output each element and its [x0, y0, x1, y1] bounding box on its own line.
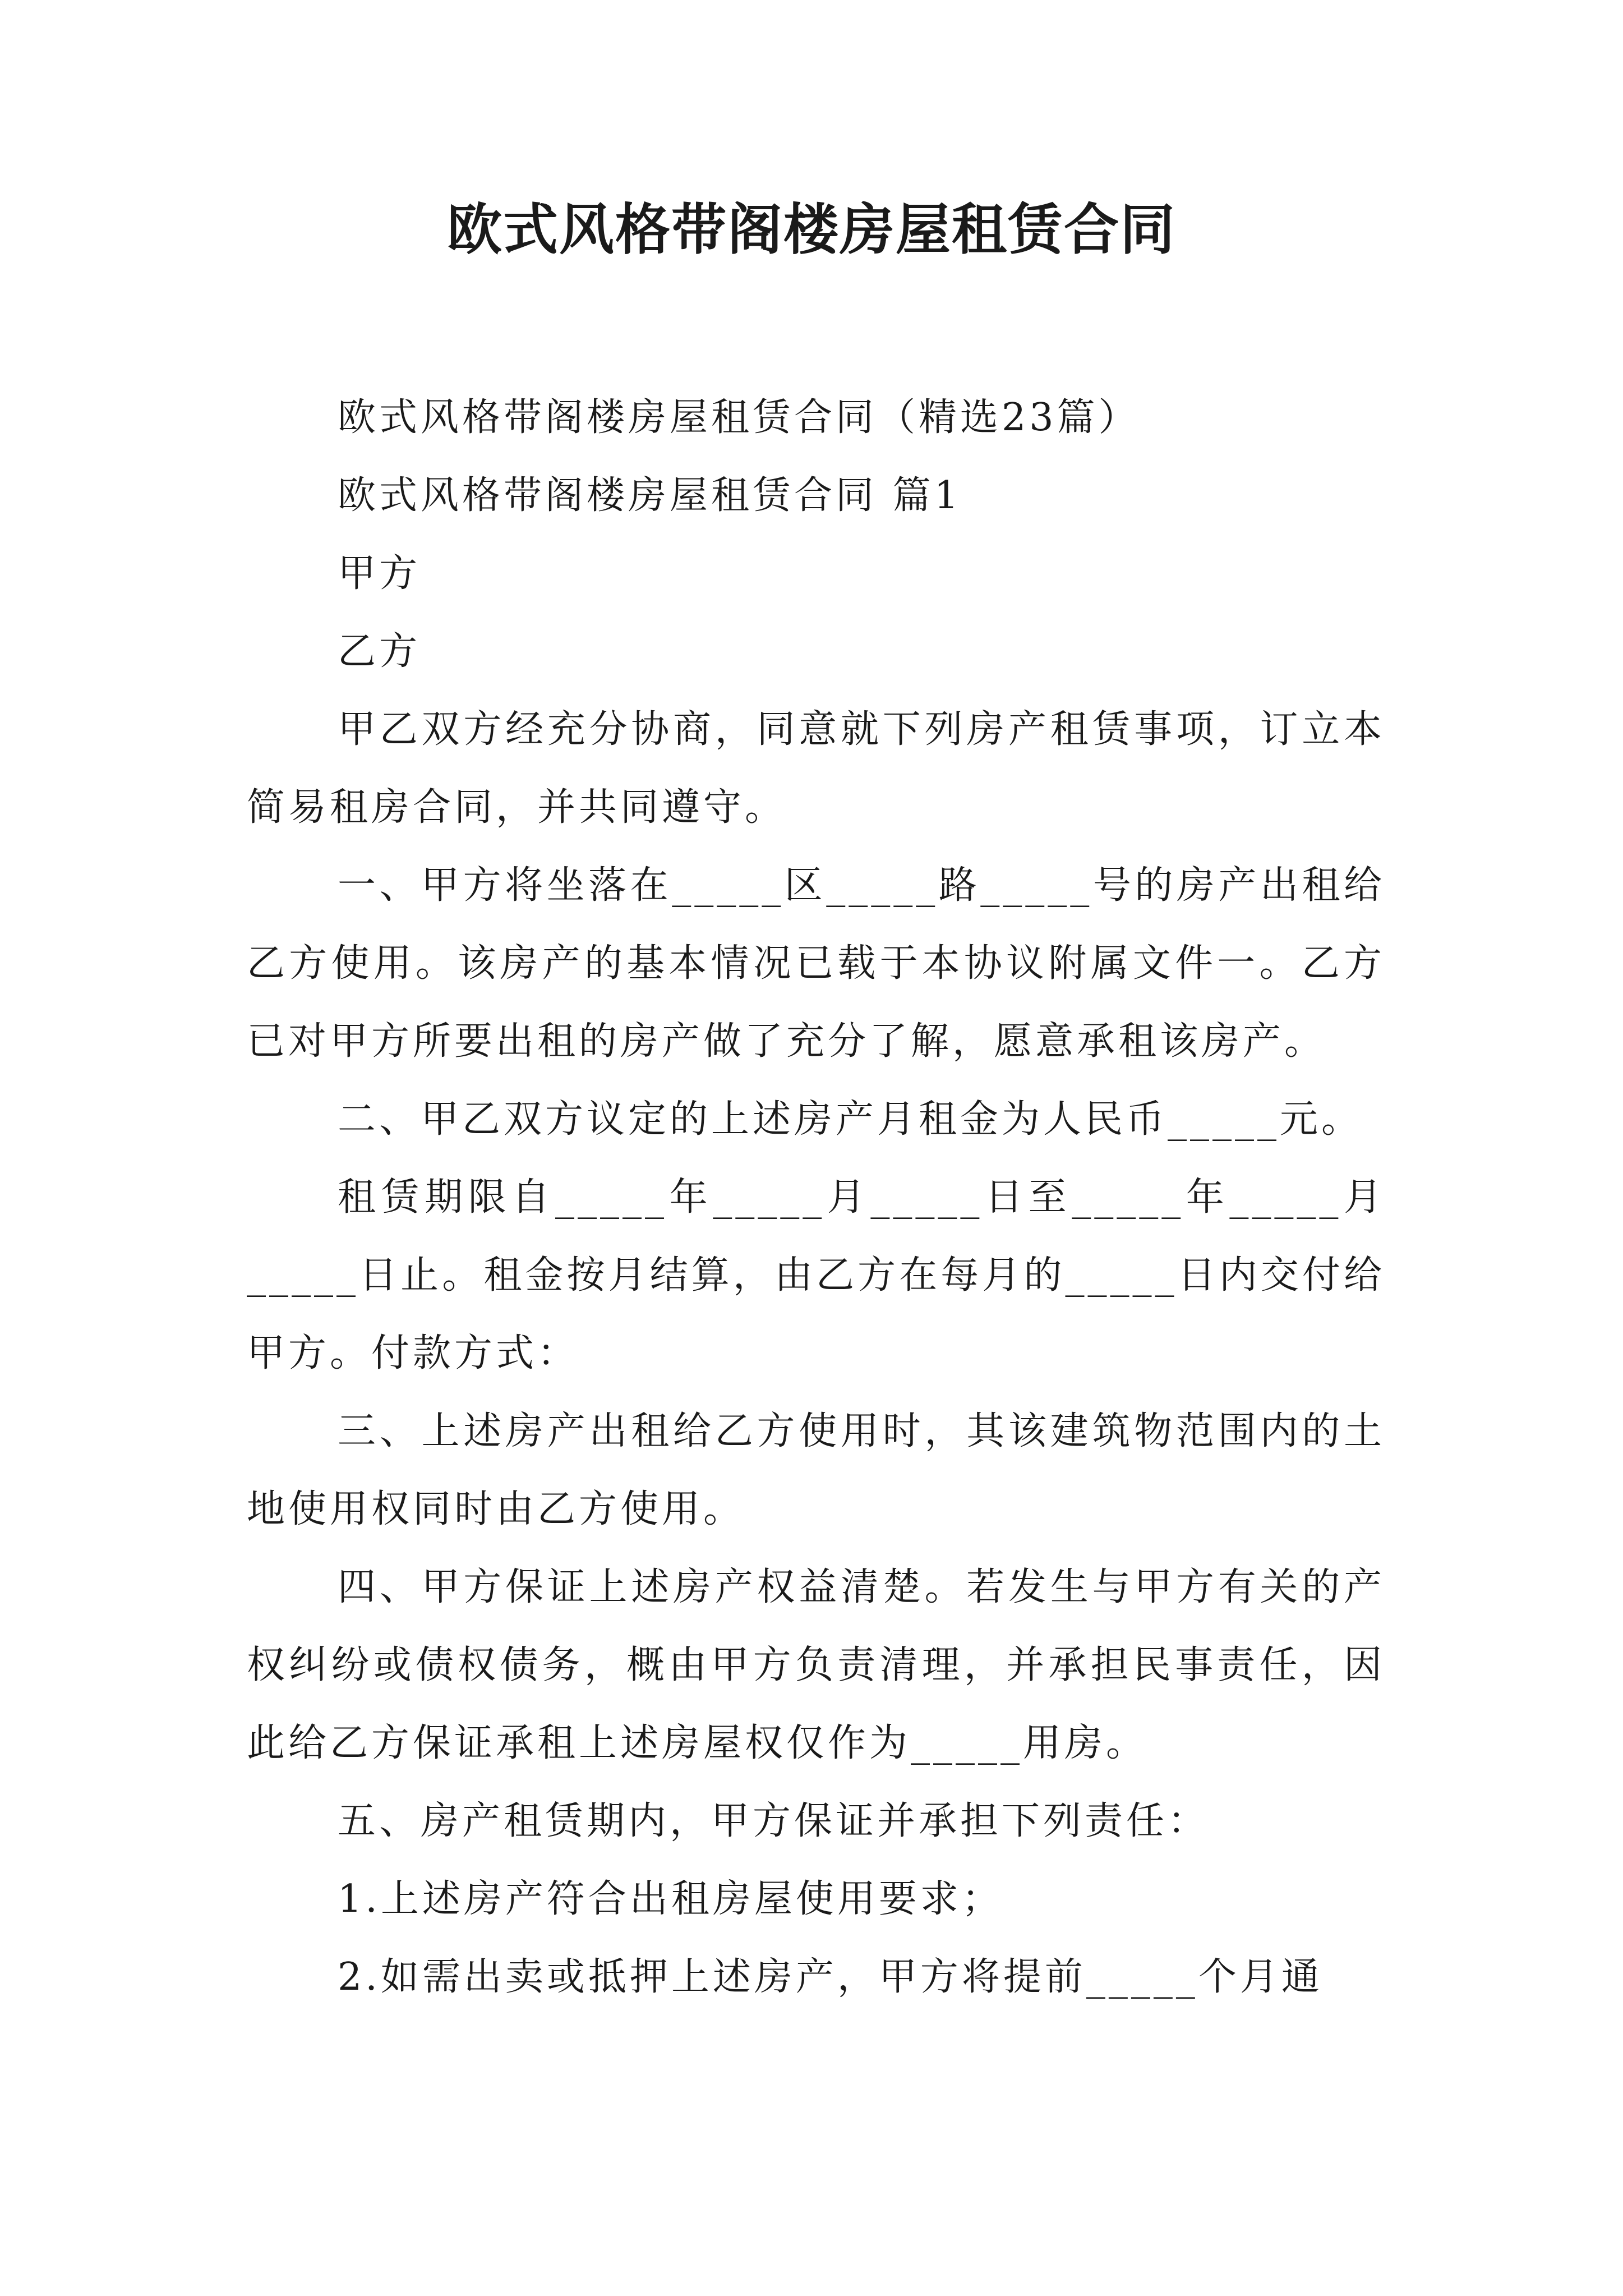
paragraph-lease-term: 租赁期限自_____年_____月_____日至_____年_____月_____日止。租金按月结算，由乙方在每月的_____日内交付给甲方。付款方式： — [247, 1175, 1385, 1375]
paragraph-clause-2: 二、甲乙双方议定的上述房产月租金为人民币_____元。 — [338, 1097, 1363, 1142]
paragraph-clause-3: 三、上述房产出租给乙方使用时，其该建筑物范围内的土地使用权同时由乙方使用。 — [247, 1409, 1385, 1531]
paragraph-subtitle: 欧式风格带阁楼房屋租赁合同（精选23篇） — [338, 395, 1140, 440]
paragraph-party-a: 甲方 — [338, 551, 421, 596]
paragraph-clause-4: 四、甲方保证上述房产权益清楚。若发生与甲方有关的产权纠纷或债权债务，概由甲方负责清理，并承担民事责任，因此给乙方保证承租上述房屋权仅作为_____用房。 — [247, 1565, 1385, 1765]
paragraph-item-2: 2.如需出卖或抵押上述房产，甲方将提前_____个月通 — [338, 1955, 1323, 1999]
paragraph-preamble: 甲乙双方经充分协商，同意就下列房产租赁事项，订立本简易租房合同，并共同遵守。 — [247, 707, 1385, 830]
paragraph-clause-1: 一、甲方将坐落在_____区_____路_____号的房产出租给乙方使用。该房产的基本情况已载于本协议附属文件一。乙方已对甲方所要出租的房产做了充分了解，愿意承租该房产。 — [247, 863, 1385, 1064]
paragraph-section-heading: 欧式风格带阁楼房屋租赁合同 篇1 — [338, 473, 962, 518]
paragraph-item-1: 1.上述房产符合出租房屋使用要求； — [338, 1877, 1003, 1921]
document-body — [247, 379, 1385, 2016]
document-title: 欧式风格带阁楼房屋租赁合同 — [446, 198, 1176, 262]
paragraph-clause-5: 五、房产租赁期内，甲方保证并承担下列责任： — [338, 1799, 1210, 1843]
paragraph-party-b: 乙方 — [338, 629, 421, 674]
